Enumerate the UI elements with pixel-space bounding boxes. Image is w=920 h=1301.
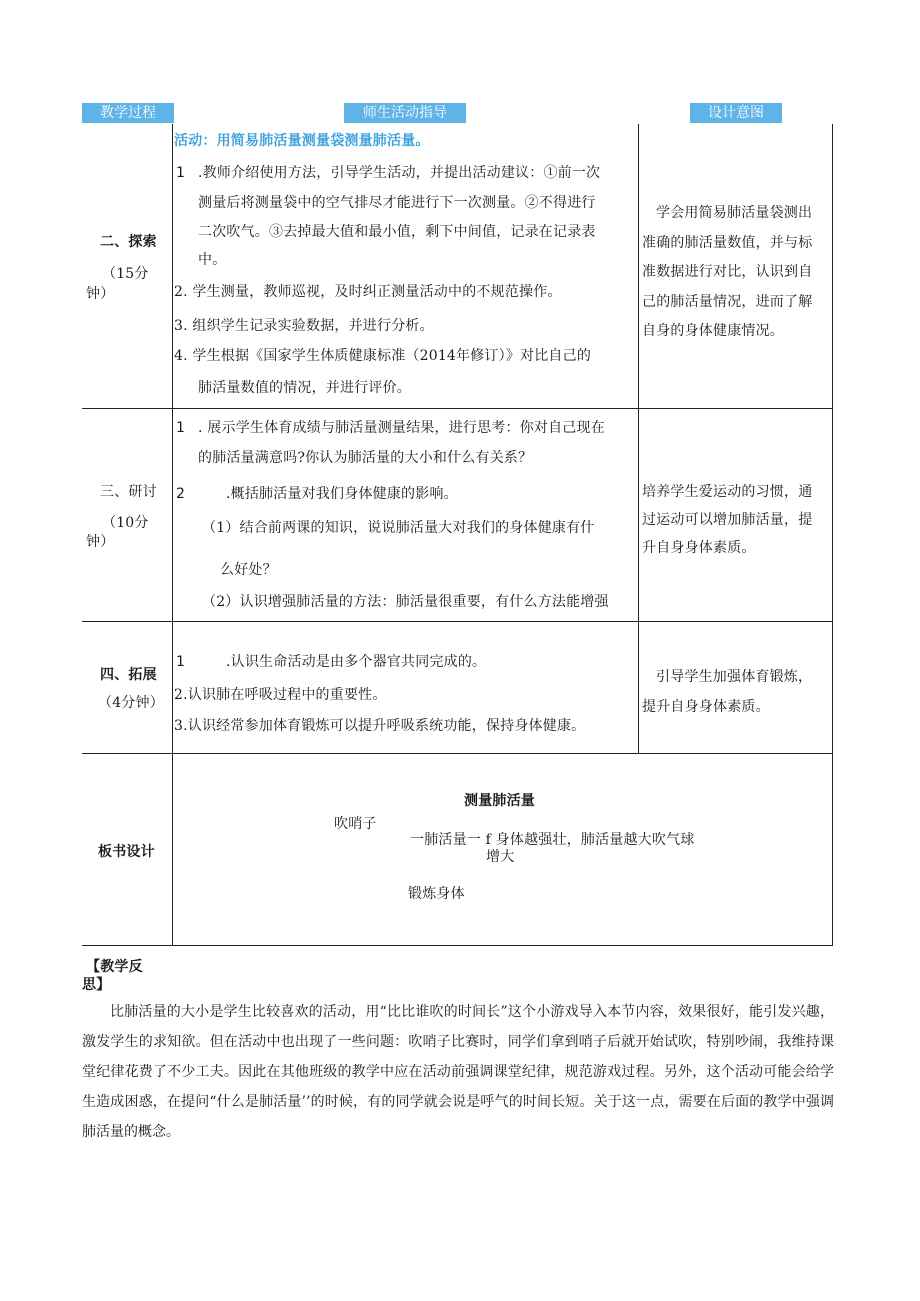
header-teaching-process: 教学过程: [82, 103, 174, 123]
board-whistle: 吹哨子: [334, 816, 377, 832]
discuss-stage-label: 三、研讨: [100, 484, 157, 500]
board-main-line: 一肺活量一 f 身体越强壮，肺活量越大吹气球: [410, 832, 695, 848]
explore-item1-line3: 二次吹气。③去掉最大值和最小值，剩下中间值，记录在记录表: [198, 224, 596, 240]
discuss-duration: （10分: [102, 515, 149, 531]
extend-stage-label: 四、拓展: [100, 667, 157, 683]
explore-intent-line4: 己的肺活量情况，进而了解: [642, 294, 813, 310]
extend-item1-text: .认识生命活动是由多个器官共同完成的。: [226, 654, 487, 670]
explore-intent-line3: 准数据进行对比，认识到自: [642, 264, 813, 280]
board-title: 测量肺活量: [464, 793, 535, 809]
board-exercise: 锻炼身体: [408, 886, 465, 902]
extend-item2: 2.认识肺在呼吸过程中的重要性。: [174, 687, 387, 703]
discuss-intent-line3: 升自身身体素质。: [642, 540, 756, 556]
discuss-item2-number: 2: [176, 486, 186, 502]
discuss-duration-cont: 钟）: [86, 534, 115, 550]
reflection-heading: 【教学反: [86, 959, 143, 975]
header-design-intent: 设计意图: [690, 103, 782, 123]
explore-intent-line2: 准确的肺活量数值，并与标: [642, 235, 813, 251]
discuss-sub1-line1: （1）结合前两课的知识，说说肺活量大对我们的身体健康有什: [202, 520, 595, 536]
extend-item3: 3.认识经常参加体育锻炼可以提升呼吸系统功能，保持身体健康。: [174, 718, 586, 734]
explore-item3: 3. 组织学生记录实验数据，并进行分析。: [174, 318, 434, 334]
explore-duration: （15分: [102, 266, 149, 282]
header-activity-guide: 师生活动指导: [344, 103, 466, 123]
explore-intent-line1: 学会用简易肺活量袋测出: [656, 205, 813, 221]
explore-item1-line1: .教师介绍使用方法，引导学生活动，并提出活动建议：①前一次: [198, 165, 601, 181]
discuss-sub1-line2: 么好处？: [220, 562, 277, 578]
explore-item2: 2. 学生测量，教师巡视，及时纠正测量活动中的不规范操作。: [174, 284, 562, 300]
extend-item1-number: 1: [176, 654, 186, 670]
explore-item4-line1: 4. 学生根据《国家学生体质健康标准（2014年修订）》对比自己的: [174, 348, 592, 364]
explore-item4-line2: 肺活量数值的情况，并进行评价。: [198, 380, 411, 396]
explore-item1-number: 1: [176, 165, 186, 181]
discuss-intent-line2: 过运动可以增加肺活量，提: [642, 512, 813, 528]
extend-duration: （4分钟）: [98, 695, 164, 711]
explore-intent-line5: 自身的身体健康情况。: [642, 323, 784, 339]
explore-duration-cont: 钟）: [86, 286, 115, 302]
discuss-item2-text: .概括肺活量对我们身体健康的影响。: [226, 486, 458, 502]
discuss-item1-line1: . 展示学生体育成绩与肺活量测量结果，进行思考：你对自己现在: [198, 420, 605, 436]
extend-intent-line1: 引导学生加强体育锻炼，: [656, 669, 813, 685]
extend-intent-line2: 提升自身身体素质。: [642, 699, 770, 715]
discuss-sub2-line1: （2）认识增强肺活量的方法：肺活量很重要，有什么方法能增强: [202, 594, 609, 610]
explore-item1-line4: 中。: [198, 252, 227, 268]
board-increase: 增大: [486, 849, 515, 865]
discuss-item1-line2: 的肺活量满意吗?你认为肺活量的大小和什么有关系？: [198, 450, 533, 466]
explore-stage-label: 二、探索: [100, 234, 157, 250]
reflection-paragraph: 比肺活量的大小是学生比较喜欢的活动，用“比比谁吹的时间长”这个小游戏导入本节内容，效果很好，能引发兴趣，激发学生的求知欲。但在活动中也出现了一些问题：吹哨子比赛时，同学们拿到哨子后就开始试吹，特别吵闹，我维持课堂纪律花费了不少工夫。因此在其他班级的教学中应在活动前强调课堂纪律，规范游戏过程。另外，这个活动可能会给学生造成困惑，在提问“什么是肺活量’’的时候，有的同学就会说是呼气的时间长短。关于这一点，需要在后面的教学中强调肺活量的概念。: [82, 1004, 834, 1140]
discuss-intent-line1: 培养学生爱运动的习惯，通: [642, 484, 813, 500]
explore-item1-line2: 测量后将测量袋中的空气排尽才能进行下一次测量。②不得进行: [198, 195, 596, 211]
discuss-item1-number: 1: [176, 420, 186, 436]
board-design-label: 板书设计: [98, 844, 155, 860]
reflection-heading-cont: 思】: [82, 977, 111, 993]
explore-activity-title: 活动：用简易肺活量测量袋测量肺活量。: [174, 133, 430, 149]
